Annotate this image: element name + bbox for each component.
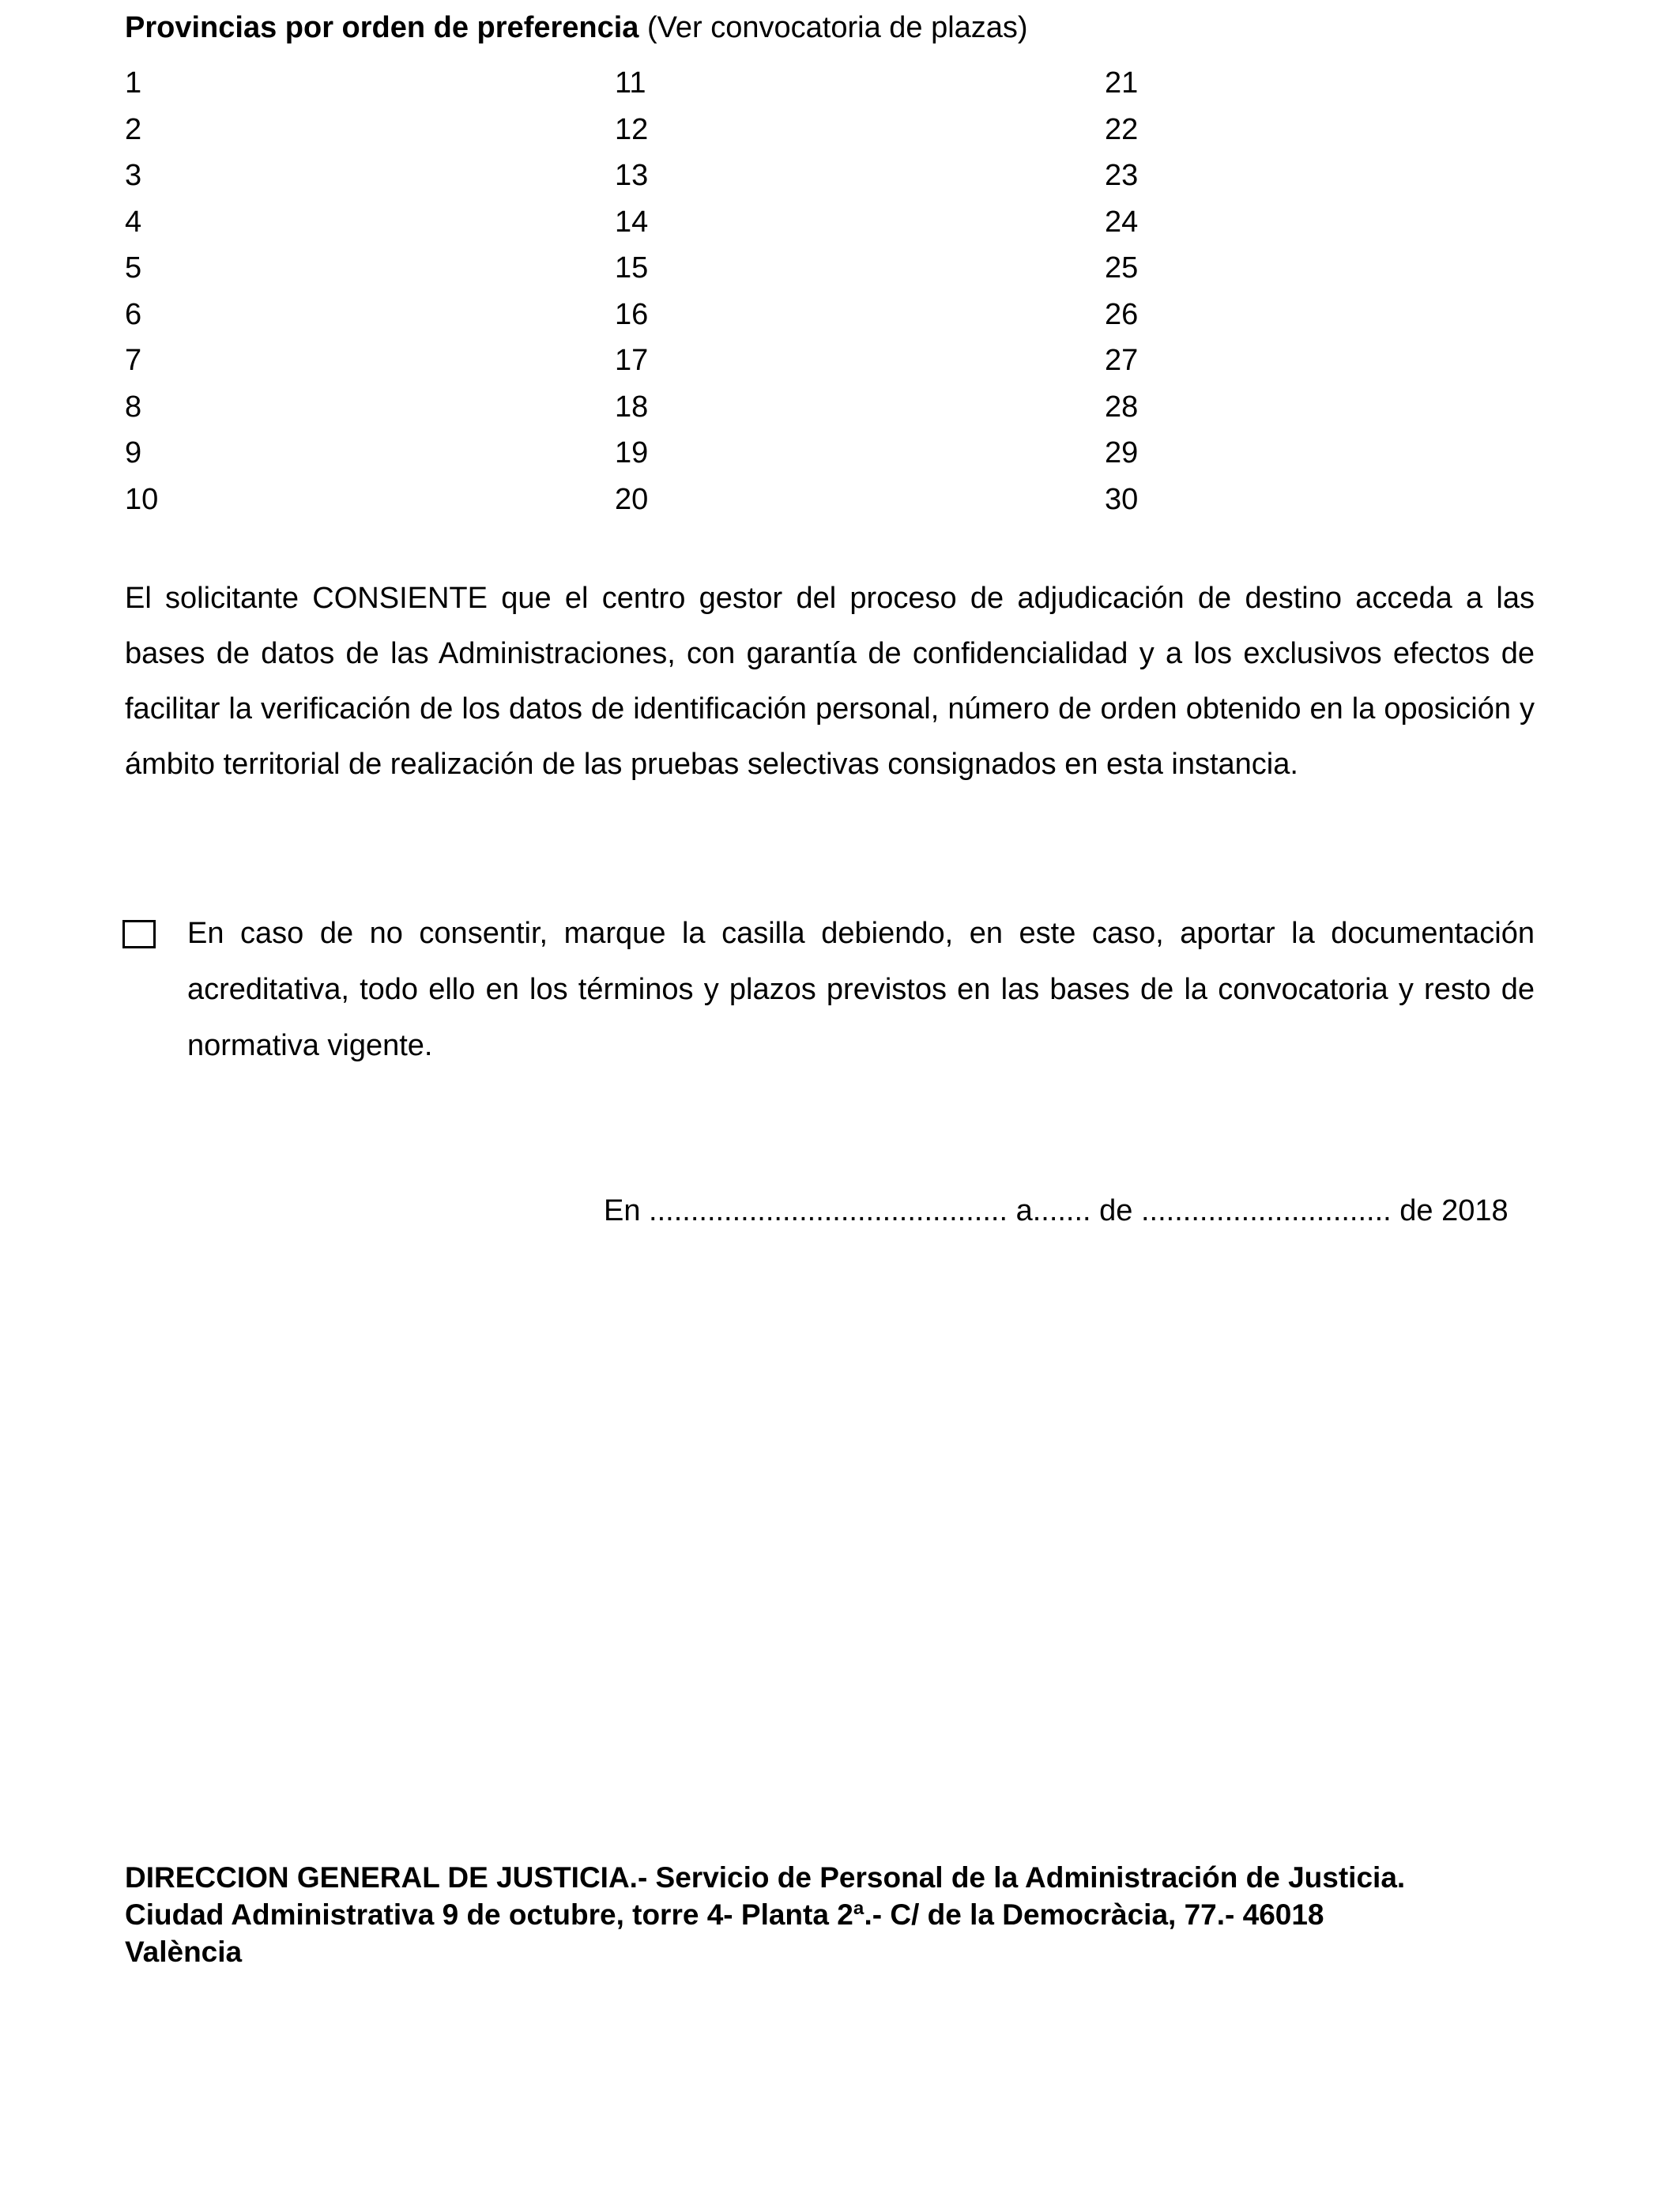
provinces-heading	[125, 8, 1028, 47]
provinces-heading-bold: Provincias por orden de preferencia	[125, 11, 639, 44]
preference-column-1	[125, 60, 158, 522]
preference-number: 20	[615, 482, 649, 516]
preference-number: 3	[125, 159, 142, 192]
preference-column-3	[1105, 60, 1138, 522]
footer-address	[125, 1859, 1547, 1970]
nonconsent-label: En caso de no consentir, marque la casilla debiendo, en este caso, aportar la documentación acreditativa, todo ello en los términos y plazos previstos en las bases de la convocatoria y resto de normativa vigente.	[187, 917, 1535, 1062]
preference-number: 2	[125, 112, 142, 146]
nonconsent-checkbox[interactable]	[122, 920, 156, 948]
preference-number: 18	[615, 390, 649, 424]
preference-number: 11	[615, 66, 646, 100]
preference-number: 21	[1105, 66, 1139, 100]
preference-number: 26	[1105, 297, 1139, 331]
preference-number: 22	[1105, 112, 1139, 146]
preference-number: 4	[125, 205, 142, 239]
preference-number: 16	[615, 297, 649, 331]
footer-line: Ciudad Administrativa 9 de octubre, torre 4- Planta 2ª.- C/ de la Democràcia, 77.- 46018	[125, 1898, 1324, 1931]
provinces-heading-note: (Ver convocatoria de plazas)	[638, 11, 1028, 44]
preference-number: 17	[615, 344, 649, 377]
consent-paragraph: El solicitante CONSIENTE que el centro gestor del proceso de adjudicación de destino acceda a las bases de datos de las Administraciones, con garantía de confidencialidad y a los exclusivos efectos de facilitar la verificación de los datos de identificación personal, número de orden obtenido en la oposición y ámbito territorial de realización de las pruebas selectivas consignados en esta instancia.	[125, 582, 1535, 781]
preference-number: 25	[1105, 251, 1139, 285]
preference-number: 13	[615, 159, 649, 192]
preference-number: 28	[1105, 390, 1139, 424]
preference-number: 27	[1105, 344, 1139, 377]
preference-number: 6	[125, 297, 142, 331]
preference-number: 12	[615, 112, 649, 146]
preference-number: 1	[125, 66, 142, 100]
preference-number: 29	[1105, 436, 1139, 469]
preference-column-2	[615, 60, 648, 522]
preference-number: 23	[1105, 159, 1139, 192]
preference-number: 5	[125, 251, 142, 285]
preference-number: 19	[615, 436, 649, 469]
footer-line: València	[125, 1936, 243, 1968]
footer-line: DIRECCION GENERAL DE JUSTICIA.- Servicio de Personal de la Administración de Justicia.	[125, 1861, 1406, 1894]
place-date-line: En ........................................... a....... de .............................. de 2018	[604, 1194, 1509, 1227]
preference-number: 15	[615, 251, 649, 285]
preference-number: 24	[1105, 205, 1139, 239]
preference-number: 9	[125, 436, 142, 469]
preference-number: 7	[125, 344, 142, 377]
preference-number: 10	[125, 482, 159, 516]
preference-number: 30	[1105, 482, 1139, 516]
preference-number: 14	[615, 205, 649, 239]
preference-number: 8	[125, 390, 142, 424]
